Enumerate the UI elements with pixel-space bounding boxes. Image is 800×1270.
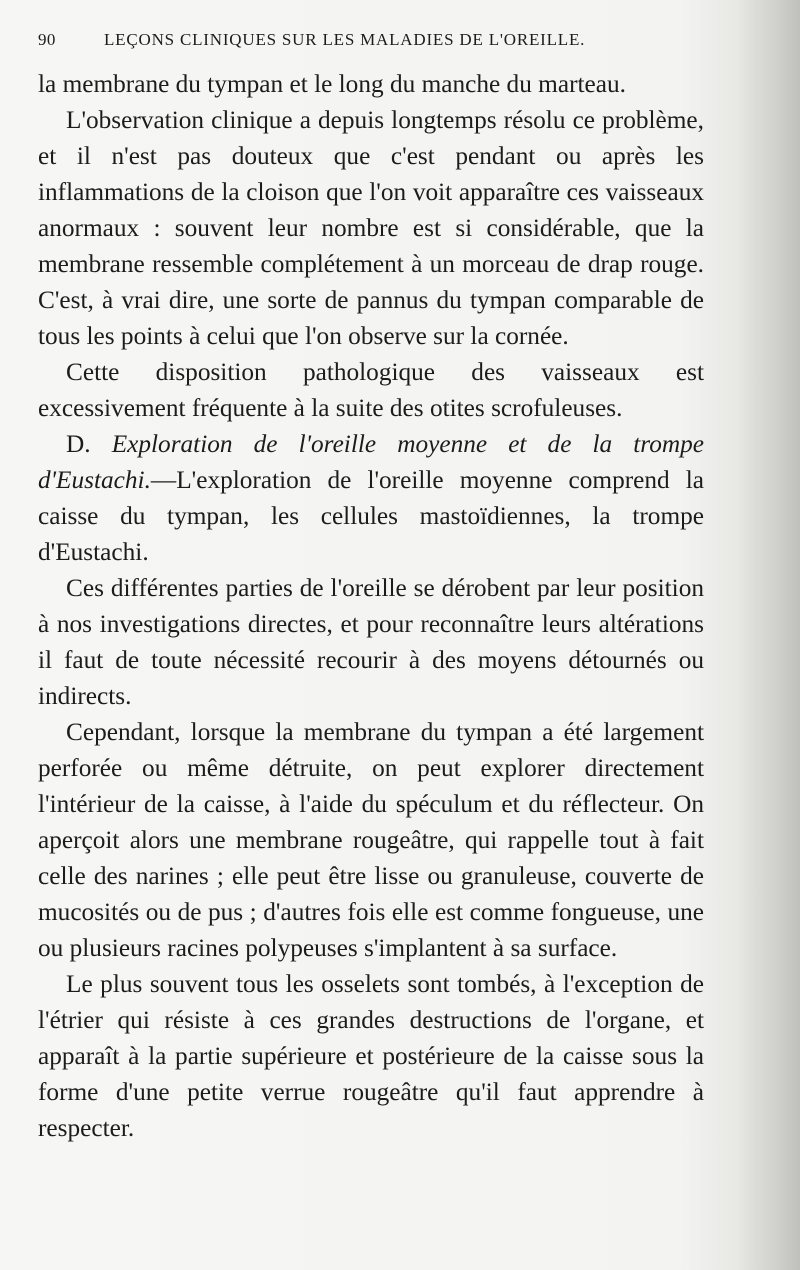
section-d-text: L'exploration de l'oreille moyenne comprend la caisse du tympan, les cellules mastoïdiennes, la trompe d'Eustachi. [38,466,704,566]
paragraph-disposition: Cette disposition pathologique des vaisseaux est excessivement fréquente à la suite des otites scrofuleuses. [38,358,704,422]
running-header [38,30,738,58]
paragraph-cependant: Cependant, lorsque la membrane du tympan a été largement perforée ou même détruite, on peut explorer directement l'intérieur de la caisse, à l'aide du spéculum et du réflecteur. On aperçoit alors une membrane rougeâtre, qui rappelle tout à fait celle des narines ; elle peut être lisse ou granuleuse, couverte de mucosités ou de pus ; d'autres fois elle est comme fongueuse, une ou plusieurs racines polypeuses s'implantent à sa surface. [38,718,704,962]
section-d-label: D. [66,430,91,458]
paragraph-osselets: Le plus souvent tous les osselets sont tombés, à l'exception de l'étrier qui résiste à ces grandes destructions de l'organe, et apparaît à la partie supérieure et postérieure de la caisse sous la forme d'une petite verrue rougeâtre qu'il faut apprendre à respecter. [38,970,704,1142]
page-number: 90 [38,30,56,49]
paragraph-parties: Ces différentes parties de l'oreille se dérobent par leur position à nos investigations directes, et pour reconnaître leurs altérations il faut de toute nécessité recourir à des moyens détournés ou indirects. [38,574,704,710]
section-d-heading: Exploration de l'oreille moyenne et de la trompe d'Eustachi. [38,430,704,494]
section-d-paragraph [38,426,704,570]
section-d-dash: — [150,466,177,494]
page-body [38,66,704,1146]
paragraph-observation: L'observation clinique a depuis longtemps résolu ce problème, et il n'est pas douteux que c'est pendant ou après les inflammations de la cloison que l'on voit apparaître ces vaisseaux anormaux : souvent leur nombre est si considérable, que la membrane ressemble complétement à un morceau de drap rouge. C'est, à vrai dire, une sorte de pannus du tympan comparable de tous les points à celui que l'on observe sur la cornée. [38,106,704,350]
running-title: LEÇONS CLINIQUES SUR LES MALADIES DE L'OREILLE. [104,30,586,49]
page-edge-shadow [738,0,800,1270]
paragraph-continuation: la membrane du tympan et le long du manche du marteau. [38,70,626,98]
